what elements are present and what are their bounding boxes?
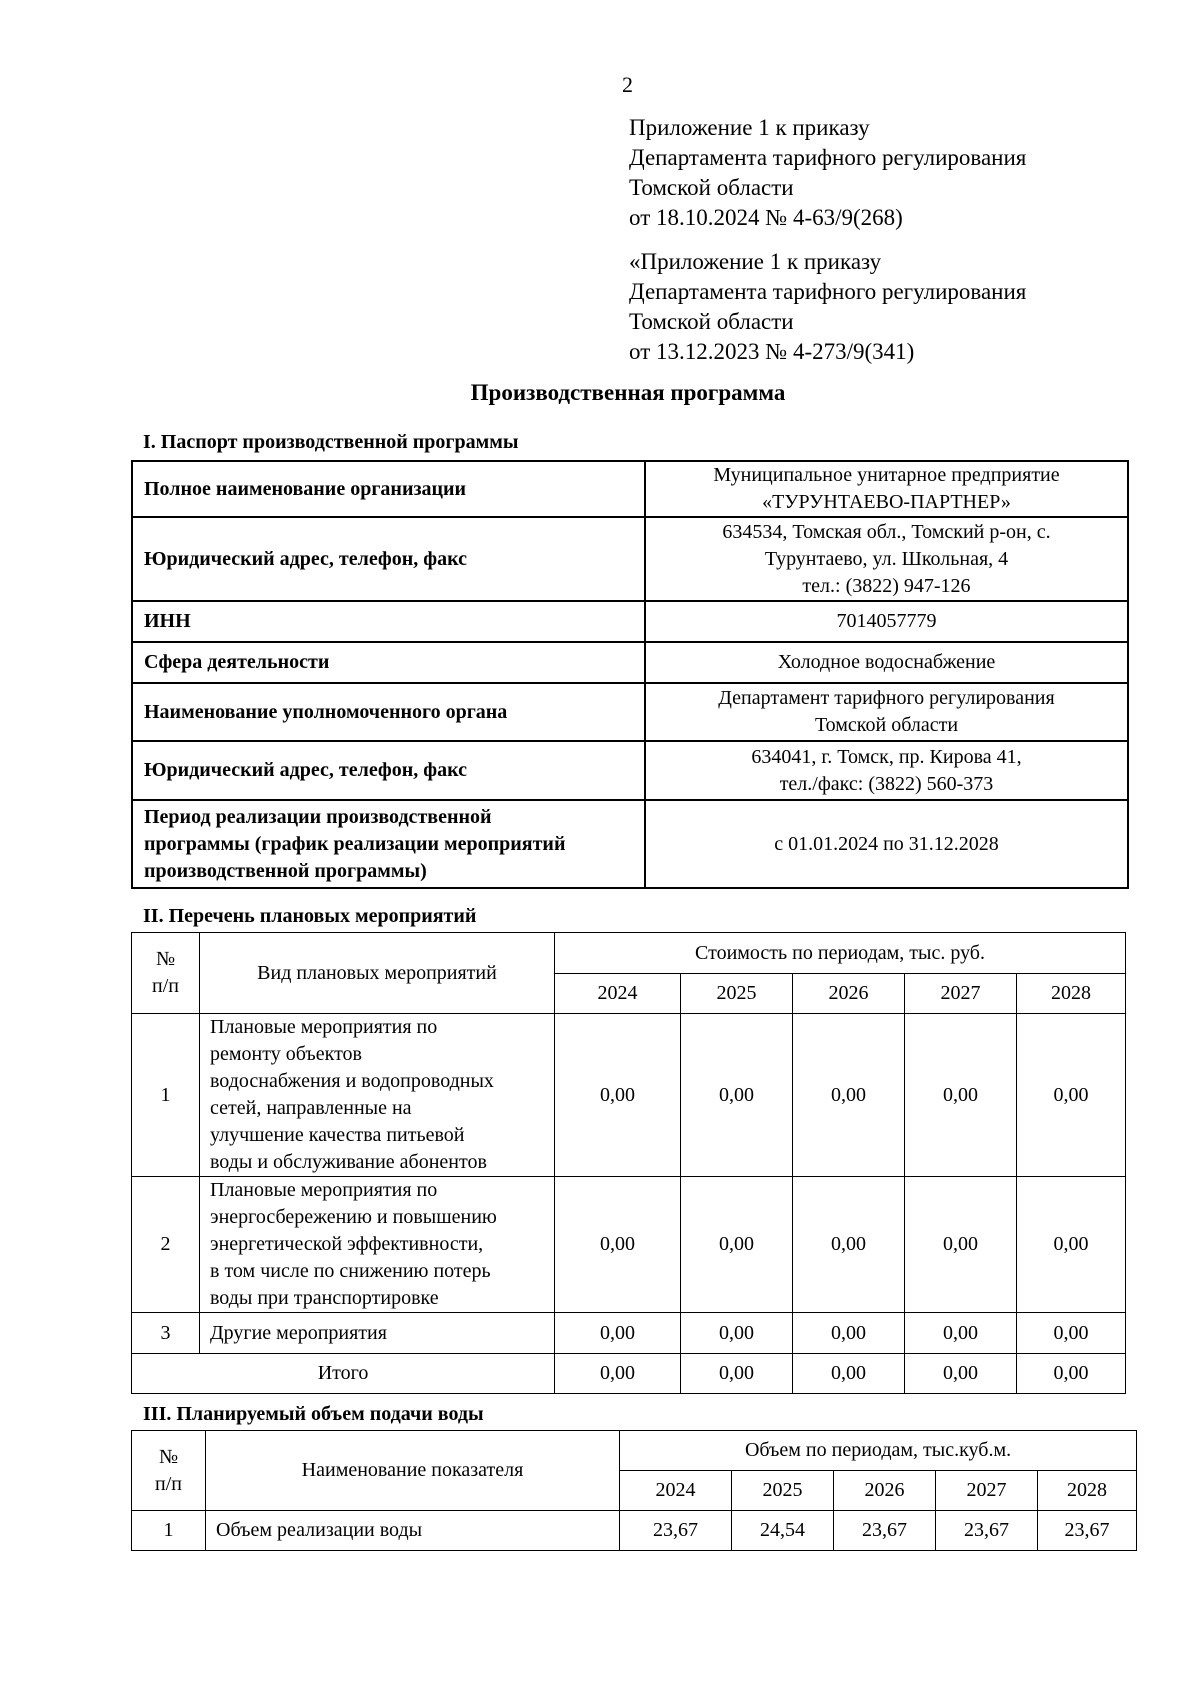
header-row [132, 1431, 1137, 1471]
appendix-line: Департамента тарифного регулирования [629, 145, 1027, 170]
measure-name [200, 1014, 555, 1177]
appendix-previous-header [629, 247, 1026, 367]
cost-cell: 0,00 [793, 1014, 905, 1177]
cost-header: Стоимость по периодам, тыс. руб. [555, 933, 1126, 974]
measure-name: Другие мероприятия [200, 1313, 555, 1354]
cost-cell: 0,00 [793, 1313, 905, 1354]
value-line: «ТУРУНТАЕВО-ПАРТНЕР» [762, 491, 1011, 513]
name-header: Вид плановых мероприятий [200, 933, 555, 1014]
measure-name [200, 1177, 555, 1313]
cost-cell: 0,00 [681, 1177, 793, 1313]
section-3-title: III. Планируемый объем подачи воды [143, 1403, 484, 1425]
name-line: сетей, направленные на [210, 1097, 412, 1119]
passport-label: Наименование уполномоченного органа [132, 683, 645, 741]
section-1-title: I. Паспорт производственной программы [143, 431, 519, 453]
cost-cell: 0,00 [793, 1177, 905, 1313]
label-line: программы (график реализации мероприятий [144, 832, 566, 855]
section-2-title: II. Перечень плановых мероприятий [143, 905, 477, 927]
volume-cell: 23,67 [936, 1511, 1038, 1551]
appendix-line: Томской области [629, 175, 794, 200]
total-cell: 0,00 [681, 1354, 793, 1394]
table-row [132, 1511, 1137, 1551]
appendix-line: «Приложение 1 к приказу [629, 249, 882, 274]
cost-cell: 0,00 [1017, 1313, 1126, 1354]
value-line: Департамент тарифного регулирования [718, 687, 1055, 709]
passport-value [645, 517, 1128, 601]
row-number: 3 [132, 1313, 200, 1354]
cost-cell: 0,00 [555, 1313, 681, 1354]
header-line: № [155, 948, 176, 970]
cost-cell: 0,00 [681, 1014, 793, 1177]
name-line: в том числе по снижению потерь [210, 1260, 491, 1282]
appendix-line: Департамента тарифного регулирования [629, 279, 1027, 304]
volume-cell: 23,67 [834, 1511, 936, 1551]
num-header [132, 933, 200, 1014]
table-row [132, 1313, 1126, 1354]
total-cell: 0,00 [905, 1354, 1017, 1394]
cost-cell: 0,00 [1017, 1177, 1126, 1313]
name-line: Плановые мероприятия по [210, 1179, 438, 1201]
year-header: 2027 [936, 1471, 1038, 1511]
name-line: Плановые мероприятия по [210, 1016, 438, 1038]
year-header: 2024 [620, 1471, 732, 1511]
total-cell: 0,00 [1017, 1354, 1126, 1394]
volume-cell: 24,54 [732, 1511, 834, 1551]
name-header: Наименование показателя [206, 1431, 620, 1511]
header-line: п/п [152, 975, 179, 997]
table-row [132, 1177, 1126, 1313]
year-header: 2025 [681, 974, 793, 1014]
value-line: 634534, Томская обл., Томский р-он, с. [722, 520, 1051, 543]
appendix-current-header [629, 113, 1026, 233]
name-line: ремонту объектов [210, 1043, 362, 1065]
year-header: 2028 [1038, 1471, 1137, 1511]
value-line: тел./факс: (3822) 560-373 [779, 772, 994, 795]
year-header: 2026 [834, 1471, 936, 1511]
cost-cell: 0,00 [905, 1014, 1017, 1177]
value-line: 634041, г. Томск, пр. Кирова 41, [751, 745, 1022, 768]
passport-label: Юридический адрес, телефон, факс [132, 741, 645, 800]
passport-value: 7014057779 [645, 601, 1128, 642]
total-label: Итого [132, 1354, 555, 1394]
year-header: 2024 [555, 974, 681, 1014]
row-number: 1 [132, 1014, 200, 1177]
cost-cell: 0,00 [681, 1313, 793, 1354]
volume-header: Объем по периодам, тыс.куб.м. [620, 1431, 1137, 1471]
passport-value: Холодное водоснабжение [645, 642, 1128, 683]
name-line: воды при транспортировке [210, 1287, 439, 1309]
table-row [132, 1014, 1126, 1177]
cost-cell: 0,00 [905, 1177, 1017, 1313]
row-number: 1 [132, 1511, 206, 1551]
header-line: № [158, 1445, 179, 1468]
value-line: Муниципальное унитарное предприятие [713, 464, 1060, 486]
cost-cell: 0,00 [555, 1014, 681, 1177]
passport-row [132, 642, 1128, 683]
total-cell: 0,00 [555, 1354, 681, 1394]
cost-cell: 0,00 [905, 1313, 1017, 1354]
passport-row [132, 741, 1128, 800]
year-header: 2026 [793, 974, 905, 1014]
name-line: энергетической эффективности, [210, 1233, 484, 1255]
passport-row [132, 601, 1128, 642]
passport-row [132, 683, 1128, 741]
passport-value [645, 461, 1128, 517]
passport-value [645, 683, 1128, 741]
passport-row [132, 461, 1128, 517]
total-row [132, 1354, 1126, 1394]
passport-label [132, 800, 645, 888]
name-line: улучшение качества питьевой [210, 1124, 465, 1146]
year-header: 2025 [732, 1471, 834, 1511]
num-header [132, 1431, 206, 1511]
label-line: производственной программы) [144, 859, 427, 882]
value-line: Томской области [814, 714, 959, 736]
value-line: тел.: (3822) 947-126 [802, 574, 971, 597]
label-line: Период реализации производственной [144, 805, 492, 828]
passport-label: Юридический адрес, телефон, факс [132, 517, 645, 601]
header-line: п/п [155, 1472, 182, 1495]
year-header: 2027 [905, 974, 1017, 1014]
passport-table [131, 460, 1129, 889]
appendix-line: Томской области [629, 309, 794, 334]
year-header: 2028 [1017, 974, 1126, 1014]
indicator-name: Объем реализации воды [206, 1511, 620, 1551]
value-line: Турунтаево, ул. Школьная, 4 [764, 547, 1009, 570]
passport-value: с 01.01.2024 по 31.12.2028 [645, 800, 1128, 888]
volume-cell: 23,67 [1038, 1511, 1137, 1551]
appendix-line: Приложение 1 к приказу [629, 115, 870, 140]
passport-label: Сфера деятельности [132, 642, 645, 683]
row-number: 2 [132, 1177, 200, 1313]
appendix-line: от 13.12.2023 № 4-273/9(341) [629, 339, 915, 364]
appendix-line: от 18.10.2024 № 4-63/9(268) [629, 205, 903, 230]
header-row [132, 933, 1126, 974]
cost-cell: 0,00 [555, 1177, 681, 1313]
total-cell: 0,00 [793, 1354, 905, 1394]
water-volume-table [131, 1430, 1137, 1551]
passport-row [132, 800, 1128, 888]
name-line: воды и обслуживание абонентов [210, 1151, 487, 1173]
document-title: Производственная программа [470, 380, 786, 405]
page-number: 2 [622, 72, 633, 97]
passport-value [645, 741, 1128, 800]
passport-label: Полное наименование организации [132, 461, 645, 517]
planned-measures-table [131, 932, 1126, 1394]
name-line: водоснабжения и водопроводных [210, 1070, 494, 1092]
cost-cell: 0,00 [1017, 1014, 1126, 1177]
volume-cell: 23,67 [620, 1511, 732, 1551]
passport-row [132, 517, 1128, 601]
passport-label: ИНН [132, 601, 645, 642]
name-line: энергосбережению и повышению [210, 1206, 497, 1228]
